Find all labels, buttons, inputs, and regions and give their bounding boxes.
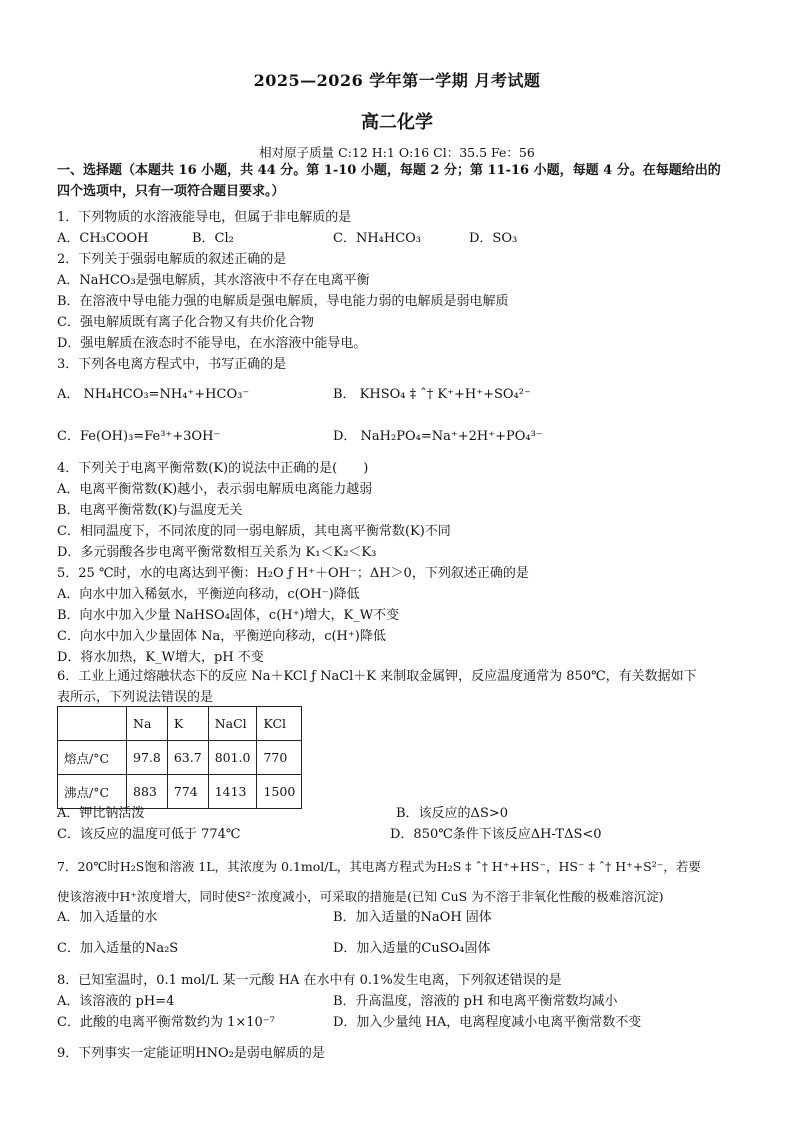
table-header-cell: K bbox=[167, 707, 208, 741]
q3-option-c: C．Fe(OH)₃=Fe³⁺+3OH⁻ bbox=[57, 429, 221, 444]
section-heading-line2: 四个选项中，只有一项符合题目要求。） bbox=[57, 184, 285, 199]
q4-option-b: B．电离平衡常数(K)与温度无关 bbox=[57, 503, 243, 518]
table-row-label: 沸点/°C bbox=[58, 775, 127, 809]
table-row bbox=[58, 741, 302, 775]
q7-option-b: B．加入适量的NaOH 固体 bbox=[333, 910, 492, 925]
table-row-label: 熔点/°C bbox=[58, 741, 127, 775]
table-cell: 801.0 bbox=[208, 741, 257, 775]
table-row bbox=[58, 775, 302, 809]
table-header-cell: Na bbox=[127, 707, 168, 741]
q6-stem-line1: 6．工业上通过熔融状态下的反应 Na＋KCl ƒ NaCl＋K 来制取金属钾，反应温度通常为 850℃，有关数据如下 bbox=[57, 669, 697, 684]
q7-stem-line2: 使该溶液中H⁺浓度增大，同时使S²⁻浓度减小，可采取的措施是(已知 CuS 为不溶于非氧化性酸的极难溶沉淀) bbox=[57, 889, 664, 904]
q3-option-d: D． NaH₂PO₄=Na⁺+2H⁺+PO₄³⁻ bbox=[333, 429, 543, 444]
q6-option-c: C．该反应的温度可低于 774℃ bbox=[57, 827, 241, 842]
q4-option-c: C．相同温度下，不同浓度的同一弱电解质，其电离平衡常数(K)不同 bbox=[57, 524, 451, 539]
melting-boiling-table bbox=[57, 706, 302, 809]
q1-option-d: D．SO₃ bbox=[469, 231, 518, 246]
table-header-cell: KCl bbox=[257, 707, 302, 741]
table-header-cell: NaCl bbox=[208, 707, 257, 741]
table-cell: 63.7 bbox=[167, 741, 208, 775]
q8-option-a: A．该溶液的 pH=4 bbox=[57, 994, 175, 1009]
q6-option-b: B．该反应的ΔS>0 bbox=[396, 806, 509, 821]
q7-stem-line1: 7．20℃时H₂S饱和溶液 1L，其浓度为 0.1mol/L，其电离方程式为H₂S ‡ ˆ† H⁺+HS⁻，HS⁻ ‡ ˆ† H⁺+S²⁻，若要 bbox=[57, 859, 701, 874]
q8-option-b: B．升高温度，溶液的 pH 和电离平衡常数均减小 bbox=[333, 994, 618, 1009]
q8-stem: 8．已知室温时，0.1 mol/L 某一元酸 HA 在水中有 0.1%发生电离，下列叙述错误的是 bbox=[57, 973, 562, 988]
q5-option-d: D．将水加热，K_W增大，pH 不变 bbox=[57, 650, 264, 665]
q2-option-d: D．强电解质在液态时不能导电，在水溶液中能导电。 bbox=[57, 336, 367, 351]
exam-title: 2025—2026 学年第一学期 月考试题 bbox=[253, 71, 541, 90]
q7-option-a: A．加入适量的水 bbox=[57, 910, 158, 925]
q1-option-b: B．Cl₂ bbox=[192, 231, 234, 246]
q6-stem-line2: 表所示，下列说法错误的是 bbox=[57, 690, 214, 705]
q7-option-d: D．加入适量的CuSO₄固体 bbox=[333, 941, 491, 956]
q3-option-b: B． KHSO₄ ‡ ˆ† K⁺+H⁺+SO₄²⁻ bbox=[333, 387, 531, 402]
table-cell: 770 bbox=[257, 741, 302, 775]
q5-option-a: A．向水中加入稀氨水，平衡逆向移动，c(OH⁻)降低 bbox=[57, 587, 360, 602]
table-cell: 774 bbox=[167, 775, 208, 809]
q5-option-c: C．向水中加入少量固体 Na，平衡逆向移动，c(H⁺)降低 bbox=[57, 629, 386, 644]
q8-option-c: C．此酸的电离平衡常数约为 1×10⁻⁷ bbox=[57, 1015, 275, 1030]
table-cell: 1500 bbox=[257, 775, 302, 809]
q9-stem: 9．下列事实一定能证明HNO₂是弱电解质的是 bbox=[57, 1046, 325, 1061]
q2-option-b: B．在溶液中导电能力强的电解质是强电解质，导电能力弱的电解质是弱电解质 bbox=[57, 294, 509, 309]
q4-stem: 4．下列关于电离平衡常数(K)的说法中正确的是( ) bbox=[57, 461, 369, 476]
q6-option-d: D．850℃条件下该反应ΔH-TΔS<0 bbox=[390, 827, 602, 842]
q1-option-a: A．CH₃COOH bbox=[57, 231, 149, 246]
q1-option-c: C．NH₄HCO₃ bbox=[333, 231, 422, 246]
table-header-row bbox=[58, 707, 302, 741]
q7-option-c: C．加入适量的Na₂S bbox=[57, 941, 179, 956]
atomic-masses: 相对原子质量 C:12 H:1 O:16 Cl：35.5 Fe：56 bbox=[259, 145, 535, 160]
q5-stem: 5．25 ℃时，水的电离达到平衡：H₂O ƒ H⁺＋OH⁻；ΔH＞0，下列叙述正确的是 bbox=[57, 566, 529, 581]
table-header-cell bbox=[58, 707, 127, 741]
q6-option-a: A．钾比钠活泼 bbox=[57, 806, 145, 821]
table-cell: 1413 bbox=[208, 775, 257, 809]
table-cell: 97.8 bbox=[127, 741, 168, 775]
q5-option-b: B．向水中加入少量 NaHSO₄固体，c(H⁺)增大，K_W不变 bbox=[57, 608, 400, 623]
subject-title: 高二化学 bbox=[361, 112, 433, 133]
q3-option-a: A． NH₄HCO₃=NH₄⁺+HCO₃⁻ bbox=[57, 387, 250, 402]
q2-option-a: A．NaHCO₃是强电解质，其水溶液中不存在电离平衡 bbox=[57, 273, 370, 288]
q8-option-d: D．加入少量纯 HA，电离程度减小电离平衡常数不变 bbox=[333, 1015, 642, 1030]
section-heading-line1: 一、选择题（本题共 16 小题，共 44 分。第 1-10 小题，每题 2 分；第 11-16 小题，每题 4 分。在每题给出的 bbox=[57, 163, 721, 178]
q2-option-c: C．强电解质既有离子化合物又有共价化合物 bbox=[57, 315, 314, 330]
q3-stem: 3．下列各电离方程式中，书写正确的是 bbox=[57, 357, 287, 372]
q1-stem: 1．下列物质的水溶液能导电，但属于非电解质的是 bbox=[57, 210, 352, 225]
q4-option-d: D．多元弱酸各步电离平衡常数相互关系为 K₁＜K₂＜K₃ bbox=[57, 545, 377, 560]
q2-stem: 2．下列关于强弱电解质的叙述正确的是 bbox=[57, 252, 287, 267]
table-cell: 883 bbox=[127, 775, 168, 809]
q4-option-a: A．电离平衡常数(K)越小，表示弱电解质电离能力越弱 bbox=[57, 482, 373, 497]
